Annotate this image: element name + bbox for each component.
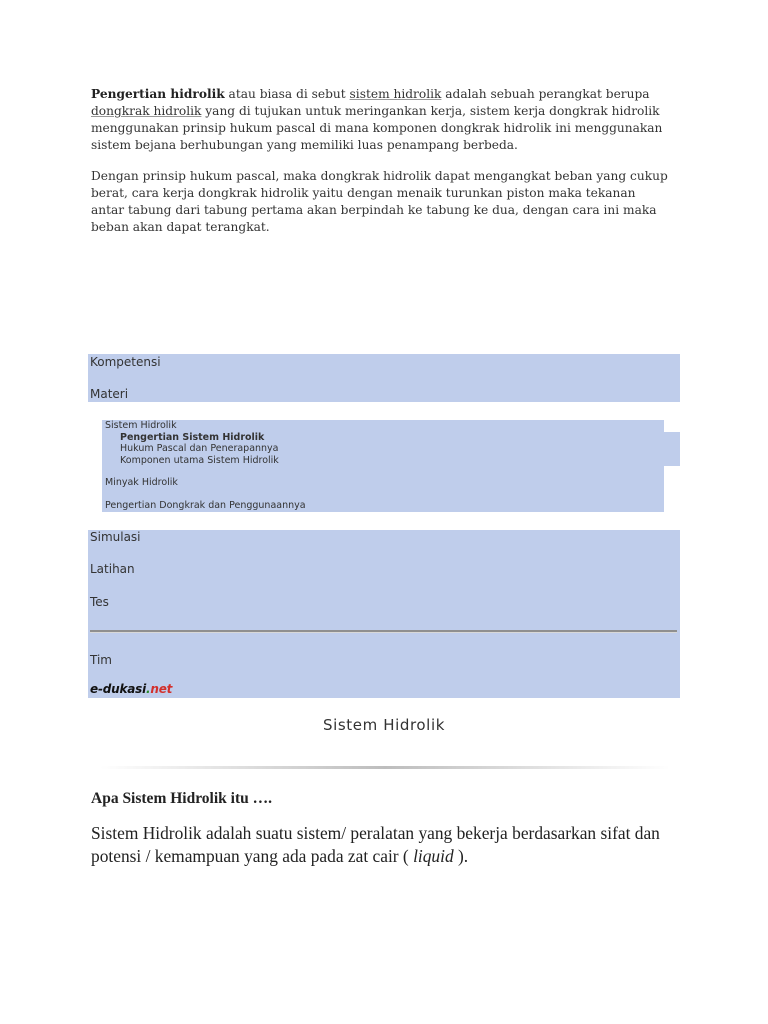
intro-text-2: adalah sebuah perangkat berupa [441, 87, 650, 101]
e-dukasi-logo[interactable] [90, 682, 172, 696]
intro-text-1: atau biasa di sebut [224, 87, 350, 101]
submenu-item-dongkrak[interactable]: Pengertian Dongkrak dan Penggunaannya [105, 500, 306, 511]
logo-dot: . [146, 682, 151, 696]
submenu-block-b [102, 432, 680, 466]
sistem-hidrolik-link[interactable]: sistem hidrolik [349, 87, 442, 101]
section-divider [100, 766, 670, 769]
menu-divider [90, 630, 677, 633]
definition-paragraph [91, 822, 671, 868]
submenu-item-sistem-hidrolik[interactable]: Sistem Hidrolik [105, 420, 177, 431]
intro-term: Pengertian hidrolik [91, 87, 225, 101]
definition-text-b: ). [453, 846, 469, 866]
menu-block-bottom [88, 530, 680, 698]
logo-main-text: e-dukasi [90, 682, 146, 696]
menu-item-materi[interactable]: Materi [90, 387, 129, 401]
submenu-block-a [102, 420, 664, 432]
question-heading: Apa Sistem Hidrolik itu …. [91, 790, 273, 807]
intro-paragraph-2: Dengan prinsip hukum pascal, maka dongkrak hidrolik dapat mengangkat beban yang cukup berat, cara kerja dongkrak hidrolik yaitu dengan menaik turunkan piston maka tekanan antar tabung dari tabung pertama akan berpindah ke tabung ke dua, dengan cara ini maka beban akan dapat terangkat. [91, 169, 668, 234]
intro-paragraph-1 [91, 86, 671, 154]
definition-text-a: Sistem Hidrolik adalah suatu sistem/ peralatan yang bekerja berdasarkan sifat dan potensi / kemampuan yang ada pada zat cair ( [91, 823, 660, 866]
menu-item-simulasi[interactable]: Simulasi [90, 530, 141, 544]
menu-item-tim[interactable]: Tim [90, 653, 112, 667]
submenu-item-minyak[interactable]: Minyak Hidrolik [105, 477, 178, 488]
definition-italic: liquid [413, 846, 454, 866]
menu-item-latihan[interactable]: Latihan [90, 562, 135, 576]
submenu-item-komponen[interactable]: Komponen utama Sistem Hidrolik [120, 455, 279, 466]
menu-item-tes[interactable]: Tes [90, 595, 109, 609]
intro-text [91, 86, 671, 250]
section-title: Sistem Hidrolik [323, 716, 445, 734]
logo-net-text: net [150, 682, 173, 696]
submenu-block-c [102, 466, 664, 512]
intro-text-3: yang di tujukan untuk meringankan kerja, sistem kerja dongkrak hidrolik menggunakan prinsip hukum pascal di mana komponen dongkrak hidrolik ini menggunakan sistem bejana berhubungan yang memiliki luas penampang berbeda. [91, 104, 663, 152]
submenu-item-pengertian[interactable]: Pengertian Sistem Hidrolik [120, 432, 265, 443]
dongkrak-hidrolik-link[interactable]: dongkrak hidrolik [91, 104, 202, 118]
menu-item-kompetensi[interactable]: Kompetensi [90, 355, 161, 369]
submenu-item-hukum-pascal[interactable]: Hukum Pascal dan Penerapannya [120, 443, 279, 454]
menu-block-top [88, 354, 680, 402]
